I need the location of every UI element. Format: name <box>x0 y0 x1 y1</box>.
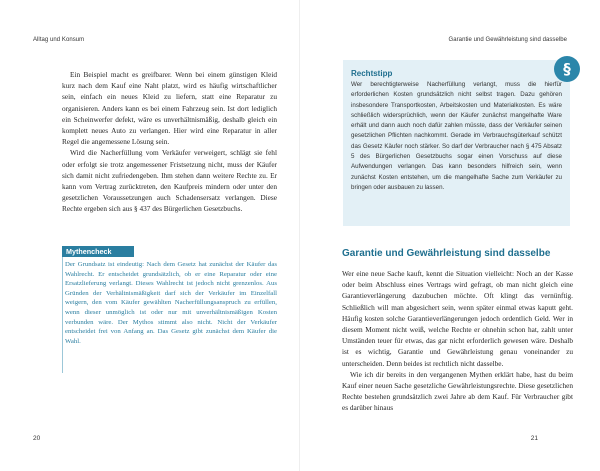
right-running-head: Garantie und Gewährleistung sind dasselbe <box>448 37 567 43</box>
left-running-head: Alltag und Konsum <box>33 37 85 43</box>
mythencheck-box <box>62 257 279 373</box>
right-body-text <box>342 268 573 414</box>
rechtstipp-text: Wer berechtigterweise Nacherfüllung verlangt, muss die hierfür erforderlichen Kosten grundsätzlich nicht selbst tragen. Dazu gehören insbesondere Transportkosten, Arbeitskosten und Materialkosten. Es wäre schließlich widersprüchlich, wenn der Käufer zunächst mangelhafte Ware erhält und dann auch noch dafür zahlen müsste, dass der Verkäufer seinen gesetzlichen Pflichten nachkommt. Gerade im Verbrauchsgüterkauf schützt das Gesetz Käufer noch stärker. So darf der Verbraucher nach § 475 Absatz 5 des Bürgerlichen Gesetzbuchs sogar einen Vorschuss auf diese Aufwendungen verlangen. Das kann besonders hilfreich sein, wenn zunächst Kosten entstehen, um die mangelhafte Sache zum Verkäufer zu bringen oder ausbauen zu lassen. <box>351 81 562 191</box>
right-page <box>300 0 600 471</box>
mythencheck-text: Der Grundsatz ist eindeutig: Nach dem Gesetz hat zunächst der Käufer das Wahlrecht. Er entscheidet grundsätzlich, ob er eine Reparatur oder eine Ersatzlieferung verlangt. Dieses Wahlrecht ist jedoch nicht grenzenlos. Aus Gründen der Verhältnismäßigkeit darf sich der Verkäufer im Einzelfall weigern, den vom Käufer gewählten Nacherfüllungsanspruch zu erfüllen, wenn dieser unmöglich ist oder nur mit unverhältnismäßigen Kosten verbunden wäre. Der Mythos stimmt also nicht. Nicht der Verkäufer entscheidet frei von Anfang an. Das Gesetz gibt zunächst dem Käufer die Wahl. <box>65 261 277 345</box>
right-page-number: 21 <box>530 435 538 442</box>
rechtstipp-title: Rechtstipp <box>351 69 393 78</box>
left-body-text <box>62 69 277 215</box>
paragraph-sign-icon: § <box>554 56 580 82</box>
right-paragraph: Wer eine neue Sache kauft, kennt die Situation vielleicht: Noch an der Kasse oder beim Abschluss eines Vertrags wird gefragt, ob man nicht gleich eine Garantieverlängerung dazubuchen möchte. Oft klingt das vernünftig. Schließlich will man abgesichert sein, wenn später einmal etwas kaputt geht. Häufig kosten solche Garantieverlängerungen jedoch ordentlich Geld. Wer in diesem Moment nicht weiß, welche Rechte er ohnehin schon hat, zahlt unter Umständen teuer für etwas, das gar nicht erforderlich gewesen wäre. Deshalb ist es wichtig, Garantie und Gewährleistung genau voneinander zu unterscheiden. Denn beides ist rechtlich nicht dasselbe. <box>342 269 573 368</box>
right-paragraph: Wie ich dir bereits in den vergangenen Mythen erklärt habe, hast du beim Kauf einer neuen Sache gesetzliche Gewährleistungsrechte. Diese gesetzlichen Rechte bestehen grundsätzlich zwei Jahre ab dem Kauf. Für Verbraucher gibt es darüber hinaus <box>342 369 573 413</box>
mythencheck-label: Mythencheck <box>62 246 134 257</box>
section-heading: Garantie und Gewährleistung sind dasselbe <box>342 248 551 259</box>
left-paragraph: Wird die Nacherfüllung vom Verkäufer verweigert, schlägt sie fehl oder erfolgt sie trotz angemessener Fristsetzung nicht, muss der Käufer sich damit nicht zufriedengeben. Ihm stehen dann weitere Rechte zu. Er kann vom Vertrag zurücktreten, den Kaufpreis mindern oder unter den gesetzlichen Voraussetzungen auch Schadensersatz verlangen. Diese Rechte ergeben sich aus § 437 des Bürgerlichen Gesetzbuchs. <box>62 148 277 214</box>
rechtstipp-box <box>343 60 570 226</box>
left-paragraph: Ein Beispiel macht es greifbarer. Wenn bei einem günstigen Kleid kurz nach dem Kauf eine Naht platzt, wird es häufig wirtschaftlicher sein, einfach ein neues Kleid zu liefern, statt eine Reparatur zu organisieren. Anders kann es bei einem Fahrzeug sein. Ist dort lediglich ein Scheinwerfer defekt, wäre es unverhältnismäßig, deshalb gleich ein komplett neues Auto zu verlangen. Hier wird eine Reparatur in aller Regel die angemessene Lösung sein. <box>62 70 277 147</box>
left-page-number: 20 <box>33 435 41 442</box>
